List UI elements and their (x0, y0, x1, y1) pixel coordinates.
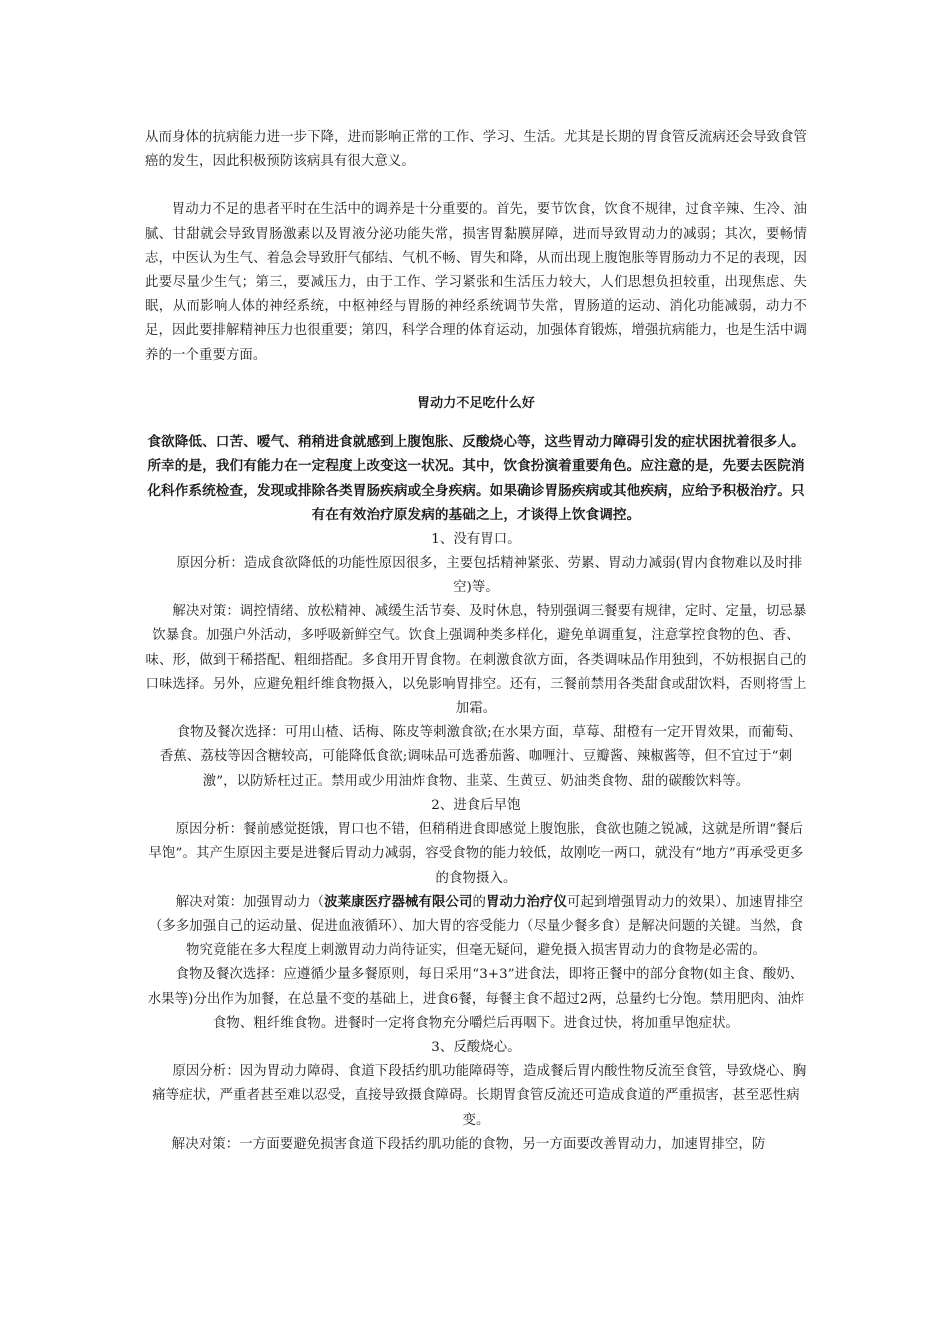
item-1-food: 食物及餐次选择：可用山楂、话梅、陈皮等刺激食欲;在水果方面，草莓、甜橙有一定开胃效果，而葡萄、香蕉、荔枝等因含糖较高，可能降低食欲;调味品可选番茄酱、咖喱汁、豆瓣酱、辣椒酱等，但不宜过于“刺激”，以防矫枉过正。禁用或少用油炸食物、韭菜、生黄豆、奶油类食物、甜的碳酸饮料等。 (159, 725, 802, 789)
item-2-heading: 2、进食后早饱 (431, 797, 521, 813)
product-name: 胃动力治疗仪 (486, 894, 567, 910)
item-2-solution-mid: 的 (472, 894, 486, 910)
document-page (145, 118, 807, 1157)
paragraph-spacer (145, 174, 807, 198)
item-1-solution: 解决对策：调控情绪、放松精神、减缓生活节奏、及时休息，特别强调三餐要有规律，定时、定量，切忌暴饮暴食。加强户外活动，多呼吸新鲜空气。饮食上强调种类多样化，避免单调重复，注意掌控食物的色、香、味、形，做到干稀搭配、粗细搭配。多食用开胃食物。在刺激食欲方面，各类调味品作用独到，不妨根据自己的口味选择。另外，应避免粗纤维食物摄入，以免影响胃排空。还有，三餐前禁用各类甜食或甜饮料，否则将雪上加霜。 (145, 604, 807, 717)
item-2-food: 食物及餐次选择：应遵循少量多餐原则，每日采用“3+3”进食法，即将正餐中的部分食物(如主食、酸奶、水果等)分出作为加餐，在总量不变的基础上，进食6餐，每餐主食不超过2两，总量约七分饱。禁用肥肉、油炸食物、粗纤维食物。进餐时一定将食物充分嚼烂后再咽下。进食过快，将加重早饱症状。 (147, 967, 805, 1031)
item-3-cause: 原因分析：因为胃动力障碍、食道下段括约肌功能障碍等，造成餐后胃内酸性物反流至食管，导致烧心、胸痛等症状，严重者甚至难以忍受，直接导致摄食障碍。长期胃食管反流还可造成食道的严重损害，甚至恶性病变。 (152, 1064, 807, 1128)
item-2-solution-pre: 解决对策：加强胃动力（ (175, 894, 325, 910)
section-lead: 食欲降低、口苦、嗳气、稍稍进食就感到上腹饱胀、反酸烧心等，这些胃动力障碍引发的症状困扰着很多人。所幸的是，我们有能力在一定程度上改变这一状况。其中，饮食扮演着重要角色。应注意的是，先要去医院消化科作系统检查，发现或排除各类胃肠疾病或全身疾病。如果确诊胃肠疾病或其他疾病，应给予积极治疗。只有在有效治疗原发病的基础之上，才谈得上饮食调控。 (147, 434, 805, 524)
item-2-cause: 原因分析：餐前感觉挺饿，胃口也不错，但稍稍进食即感觉上腹饱胀，食欲也随之锐减，这就是所谓“餐后早饱”。其产生原因主要是进餐后胃动力减弱，容受食物的能力较低，故刚吃一两口，就没有“地方”再承受更多的食物摄入。 (148, 822, 804, 886)
item-3-heading: 3、反酸烧心。 (431, 1039, 521, 1055)
item-2-solution (145, 891, 807, 964)
section-title: 胃动力不足吃什么好 (417, 395, 535, 411)
item-3-solution: 解决对策：一方面要避免损害食道下段括约肌功能的食物，另一方面要改善胃动力，加速胃排空，防 (171, 1136, 766, 1152)
intro-paragraph-2: 胃动力不足的患者平时在生活中的调养是十分重要的。首先，要节饮食，饮食不规律，过食辛辣、生冷、油腻、甘甜就会导致胃肠激素以及胃液分泌功能失常，损害胃黏膜屏障，进而导致胃动力的减弱；其次，要畅情志，中医认为生气、着急会导致肝气郁结、气机不畅、胃失和降，从而出现上腹饱胀等胃肠动力不足的表现，因此要尽量少生气；第三，要减压力，由于工作、学习紧张和生活压力较大，人们思想负担较重，出现焦虑、失眠，从而影响人体的神经系统，中枢神经与胃肠的神经系统调节失常，胃肠道的运动、消化功能减弱，动力不足，因此要排解精神压力也很重要；第四，科学合理的体育运动，加强体育锻炼，增强抗病能力，也是生活中调养的一个重要方面。 (145, 202, 807, 363)
item-1-cause: 原因分析：造成食欲降低的功能性原因很多，主要包括精神紧张、劳累、胃动力减弱(胃内食物难以及时排空)等。 (176, 555, 803, 596)
company-name: 波莱康医疗器械有限公司 (324, 894, 473, 910)
item-2-solution-post: 可起到增强胃动力的效果）、加速胃排空（多多加强自己的运动量、促进血液循环）、加大胃的容受能力（尽量少餐多食）是解决问题的关键。当然，食物究竟能在多大程度上刺激胃动力尚待证实，但毫无疑问，避免摄入损害胃动力的食物是必需的。 (148, 894, 804, 959)
item-1-heading: 1、没有胃口。 (431, 531, 521, 547)
intro-paragraph-1: 从而身体的抗病能力进一步下降，进而影响正常的工作、学习、生活。尤其是长期的胃食管反流病还会导致食管癌的发生，因此积极预防该病具有很大意义。 (145, 130, 807, 170)
